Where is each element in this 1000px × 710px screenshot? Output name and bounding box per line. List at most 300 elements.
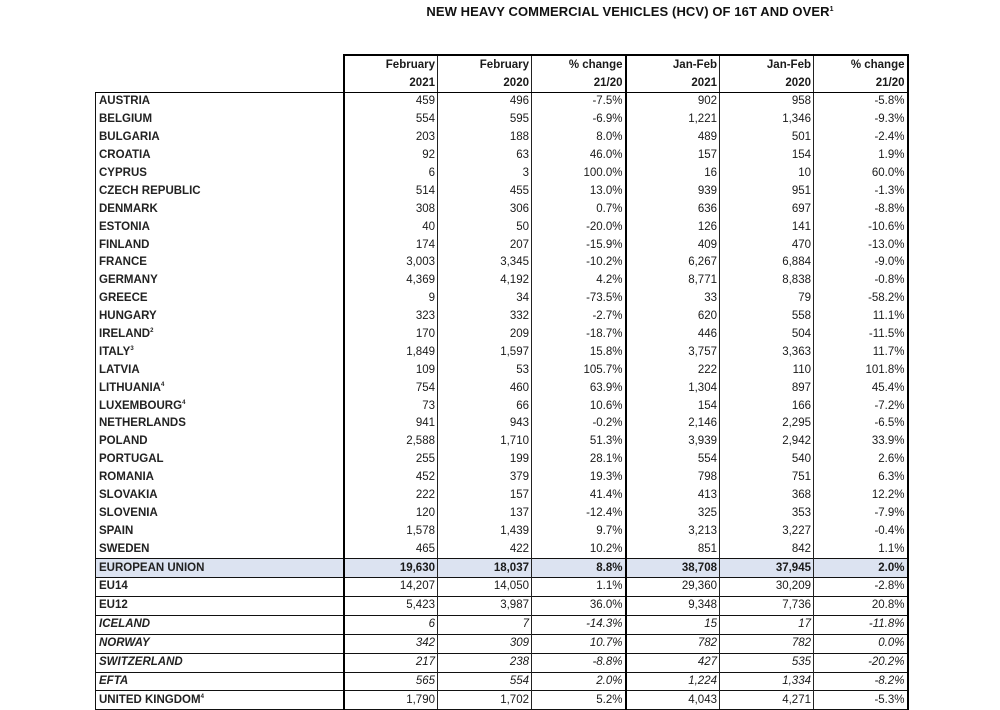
value-pct-change-ytd: -5.3% — [814, 691, 908, 710]
value-feb-2021: 565 — [344, 672, 438, 691]
value-janfeb-2020: 2,942 — [720, 433, 814, 451]
value-feb-2021: 120 — [344, 504, 438, 522]
value-feb-2021: 3,003 — [344, 254, 438, 272]
row-label — [96, 93, 344, 111]
value-janfeb-2020: 751 — [720, 469, 814, 487]
value-janfeb-2021: 427 — [626, 653, 720, 672]
value-pct-change-month: -2.7% — [532, 308, 626, 326]
value-pct-change-month: 8.0% — [532, 129, 626, 147]
value-feb-2021: 459 — [344, 93, 438, 111]
table-row — [96, 634, 908, 653]
table-row — [96, 379, 908, 397]
value-feb-2020: 460 — [438, 379, 532, 397]
table-row — [96, 147, 908, 165]
country-name: CYPRUS — [99, 167, 147, 179]
value-janfeb-2021: 222 — [626, 361, 720, 379]
hcv-registrations-table — [95, 54, 909, 710]
row-label — [96, 165, 344, 183]
row-label — [96, 343, 344, 361]
country-name: AUSTRIA — [99, 95, 151, 108]
table-row — [96, 200, 908, 218]
value-pct-change-ytd: 0.0% — [814, 634, 908, 653]
value-pct-change-month: -18.7% — [532, 326, 626, 344]
value-janfeb-2020: 17 — [720, 615, 814, 634]
value-janfeb-2021: 1,304 — [626, 379, 720, 397]
col-header-janfeb-2021-year: 2021 — [626, 74, 720, 93]
value-janfeb-2020: 368 — [720, 487, 814, 505]
value-janfeb-2021: 4,043 — [626, 691, 720, 710]
value-pct-change-ytd: -58.2% — [814, 290, 908, 308]
value-janfeb-2021: 851 — [626, 540, 720, 558]
table-row — [96, 129, 908, 147]
row-label — [96, 634, 344, 653]
row-label — [96, 596, 344, 615]
value-janfeb-2021: 33 — [626, 290, 720, 308]
value-pct-change-ytd: 33.9% — [814, 433, 908, 451]
country-name: ICELAND — [99, 618, 151, 631]
value-feb-2021: 452 — [344, 469, 438, 487]
value-janfeb-2021: 6,267 — [626, 254, 720, 272]
value-janfeb-2021: 126 — [626, 218, 720, 236]
country-name: ESTONIA — [99, 220, 150, 233]
value-janfeb-2020: 166 — [720, 397, 814, 415]
table-row — [96, 272, 908, 290]
value-feb-2020: 4,192 — [438, 272, 532, 290]
row-label — [96, 451, 344, 469]
value-feb-2020: 1,702 — [438, 691, 532, 710]
value-pct-change-month: 9.7% — [532, 522, 626, 540]
header-blank — [96, 55, 344, 74]
col-header-pct-ytd: % change — [814, 55, 908, 74]
footnote-marker: 4 — [182, 399, 186, 406]
value-feb-2020: 379 — [438, 469, 532, 487]
table-row — [96, 433, 908, 451]
value-feb-2021: 1,578 — [344, 522, 438, 540]
table-row — [96, 343, 908, 361]
value-pct-change-ytd: 12.2% — [814, 487, 908, 505]
value-pct-change-month: 63.9% — [532, 379, 626, 397]
value-feb-2021: 9 — [344, 290, 438, 308]
row-label — [96, 361, 344, 379]
row-label — [96, 326, 344, 344]
value-feb-2020: 137 — [438, 504, 532, 522]
value-feb-2021: 255 — [344, 451, 438, 469]
value-pct-change-month: 0.7% — [532, 200, 626, 218]
table-row — [96, 615, 908, 634]
value-janfeb-2021: 489 — [626, 129, 720, 147]
value-pct-change-month: -6.9% — [532, 111, 626, 129]
value-pct-change-ytd: 20.8% — [814, 596, 908, 615]
value-janfeb-2021: 16 — [626, 165, 720, 183]
value-janfeb-2021: 636 — [626, 200, 720, 218]
value-janfeb-2021: 3,757 — [626, 343, 720, 361]
country-name: EU14 — [99, 580, 128, 593]
value-pct-change-month: 100.0% — [532, 165, 626, 183]
value-feb-2020: 18,037 — [438, 559, 532, 578]
footnote-marker: 4 — [200, 693, 204, 700]
value-pct-change-ytd: -11.5% — [814, 326, 908, 344]
row-label — [96, 615, 344, 634]
value-pct-change-month: 10.6% — [532, 397, 626, 415]
value-feb-2020: 209 — [438, 326, 532, 344]
value-feb-2020: 1,439 — [438, 522, 532, 540]
value-feb-2021: 308 — [344, 200, 438, 218]
value-janfeb-2020: 37,945 — [720, 559, 814, 578]
title-text: NEW HEAVY COMMERCIAL VEHICLES (HCV) OF 16T AND OVER — [426, 4, 830, 19]
value-pct-change-month: -8.8% — [532, 653, 626, 672]
value-janfeb-2021: 157 — [626, 147, 720, 165]
value-feb-2021: 465 — [344, 540, 438, 558]
table-row — [96, 415, 908, 433]
value-pct-change-month: -0.2% — [532, 415, 626, 433]
country-name: CROATIA — [99, 149, 151, 162]
value-pct-change-month: 5.2% — [532, 691, 626, 710]
value-feb-2020: 496 — [438, 93, 532, 111]
value-feb-2021: 5,423 — [344, 596, 438, 615]
value-janfeb-2021: 325 — [626, 504, 720, 522]
header-blank — [96, 74, 344, 93]
country-name: SWITZERLAND — [99, 656, 183, 669]
value-janfeb-2020: 141 — [720, 218, 814, 236]
value-feb-2021: 2,588 — [344, 433, 438, 451]
value-pct-change-ytd: -13.0% — [814, 236, 908, 254]
value-feb-2020: 3,987 — [438, 596, 532, 615]
value-pct-change-month: 19.3% — [532, 469, 626, 487]
table-row — [96, 691, 908, 710]
value-pct-change-ytd: 101.8% — [814, 361, 908, 379]
value-janfeb-2020: 10 — [720, 165, 814, 183]
value-pct-change-ytd: 1.9% — [814, 147, 908, 165]
value-janfeb-2020: 8,838 — [720, 272, 814, 290]
row-label — [96, 540, 344, 558]
value-pct-change-ytd: 1.1% — [814, 540, 908, 558]
row-label — [96, 653, 344, 672]
country-name: CZECH REPUBLIC — [99, 184, 201, 197]
row-label — [96, 236, 344, 254]
value-feb-2020: 1,597 — [438, 343, 532, 361]
value-janfeb-2020: 782 — [720, 634, 814, 653]
value-feb-2021: 109 — [344, 361, 438, 379]
table-row — [96, 254, 908, 272]
header-row-2 — [96, 74, 908, 93]
table-row — [96, 451, 908, 469]
col-header-feb-2020: February — [438, 55, 532, 74]
value-pct-change-month: 105.7% — [532, 361, 626, 379]
row-label — [96, 129, 344, 147]
value-janfeb-2021: 2,146 — [626, 415, 720, 433]
value-pct-change-month: -12.4% — [532, 504, 626, 522]
value-feb-2021: 1,790 — [344, 691, 438, 710]
value-janfeb-2020: 842 — [720, 540, 814, 558]
country-name: EU12 — [99, 599, 128, 612]
row-label — [96, 469, 344, 487]
row-label — [96, 559, 344, 578]
value-pct-change-ytd: 6.3% — [814, 469, 908, 487]
value-feb-2020: 63 — [438, 147, 532, 165]
value-feb-2021: 19,630 — [344, 559, 438, 578]
value-feb-2020: 199 — [438, 451, 532, 469]
country-name: NETHERLANDS — [99, 417, 186, 430]
value-janfeb-2020: 353 — [720, 504, 814, 522]
value-janfeb-2020: 558 — [720, 308, 814, 326]
value-janfeb-2020: 30,209 — [720, 578, 814, 597]
value-feb-2021: 6 — [344, 165, 438, 183]
value-janfeb-2021: 15 — [626, 615, 720, 634]
value-janfeb-2020: 110 — [720, 361, 814, 379]
table-row — [96, 236, 908, 254]
country-name: GREECE — [99, 292, 148, 305]
country-name: SLOVENIA — [99, 506, 158, 519]
col-header-janfeb-2021: Jan-Feb — [626, 55, 720, 74]
table-row — [96, 469, 908, 487]
value-janfeb-2020: 3,227 — [720, 522, 814, 540]
value-pct-change-ytd: -1.3% — [814, 182, 908, 200]
table-row — [96, 653, 908, 672]
value-feb-2021: 6 — [344, 615, 438, 634]
value-feb-2020: 595 — [438, 111, 532, 129]
country-name: IRELAND — [99, 328, 151, 341]
value-pct-change-ytd: -8.8% — [814, 200, 908, 218]
row-label — [96, 182, 344, 200]
value-feb-2021: 203 — [344, 129, 438, 147]
value-feb-2021: 40 — [344, 218, 438, 236]
country-name: POLAND — [99, 435, 148, 448]
value-janfeb-2020: 1,346 — [720, 111, 814, 129]
row-label — [96, 111, 344, 129]
value-janfeb-2020: 958 — [720, 93, 814, 111]
country-name: BELGIUM — [99, 113, 153, 126]
value-janfeb-2020: 470 — [720, 236, 814, 254]
col-header-pct-month-period: 21/20 — [532, 74, 626, 93]
value-feb-2021: 14,207 — [344, 578, 438, 597]
country-name: LUXEMBOURG — [99, 399, 183, 412]
value-feb-2020: 53 — [438, 361, 532, 379]
table-row — [96, 308, 908, 326]
table-row — [96, 93, 908, 111]
value-pct-change-ytd: -2.8% — [814, 578, 908, 597]
row-label — [96, 147, 344, 165]
table-row — [96, 522, 908, 540]
value-janfeb-2021: 38,708 — [626, 559, 720, 578]
value-feb-2020: 309 — [438, 634, 532, 653]
value-janfeb-2020: 540 — [720, 451, 814, 469]
header-row-1 — [96, 55, 908, 74]
value-pct-change-month: 4.2% — [532, 272, 626, 290]
value-pct-change-month: -14.3% — [532, 615, 626, 634]
row-label — [96, 578, 344, 597]
value-pct-change-month: 10.2% — [532, 540, 626, 558]
country-name: SWEDEN — [99, 542, 150, 555]
row-label — [96, 272, 344, 290]
table-row — [96, 361, 908, 379]
row-label — [96, 290, 344, 308]
col-header-janfeb-2020-year: 2020 — [720, 74, 814, 93]
value-feb-2021: 73 — [344, 397, 438, 415]
value-pct-change-ytd: -20.2% — [814, 653, 908, 672]
value-feb-2021: 222 — [344, 487, 438, 505]
country-name: LATVIA — [99, 363, 140, 376]
value-pct-change-ytd: 11.1% — [814, 308, 908, 326]
value-janfeb-2020: 154 — [720, 147, 814, 165]
country-name: PORTUGAL — [99, 453, 164, 466]
value-pct-change-ytd: -6.5% — [814, 415, 908, 433]
row-label — [96, 433, 344, 451]
col-header-pct-ytd-period: 21/20 — [814, 74, 908, 93]
country-name: FRANCE — [99, 256, 147, 269]
value-janfeb-2021: 798 — [626, 469, 720, 487]
country-name: DENMARK — [99, 202, 158, 215]
country-name: BULGARIA — [99, 131, 160, 144]
value-janfeb-2021: 446 — [626, 326, 720, 344]
value-janfeb-2021: 939 — [626, 182, 720, 200]
value-janfeb-2020: 951 — [720, 182, 814, 200]
footnote-marker: 4 — [160, 381, 165, 388]
value-janfeb-2021: 29,360 — [626, 578, 720, 597]
value-feb-2021: 170 — [344, 326, 438, 344]
value-janfeb-2021: 1,221 — [626, 111, 720, 129]
value-janfeb-2021: 3,939 — [626, 433, 720, 451]
value-janfeb-2020: 79 — [720, 290, 814, 308]
value-feb-2020: 332 — [438, 308, 532, 326]
page-title — [340, 4, 920, 19]
value-feb-2021: 4,369 — [344, 272, 438, 290]
value-janfeb-2021: 902 — [626, 93, 720, 111]
value-pct-change-month: -73.5% — [532, 290, 626, 308]
col-header-feb-2021-year: 2021 — [344, 74, 438, 93]
value-pct-change-month: 36.0% — [532, 596, 626, 615]
value-feb-2021: 514 — [344, 182, 438, 200]
value-janfeb-2020: 4,271 — [720, 691, 814, 710]
row-label — [96, 308, 344, 326]
table-row — [96, 111, 908, 129]
table-row — [96, 487, 908, 505]
row-label — [96, 379, 344, 397]
footnote-marker: 2 — [150, 328, 154, 335]
value-feb-2021: 342 — [344, 634, 438, 653]
value-pct-change-month: -7.5% — [532, 93, 626, 111]
value-pct-change-ytd: -0.8% — [814, 272, 908, 290]
table-row — [96, 504, 908, 522]
value-janfeb-2020: 697 — [720, 200, 814, 218]
value-feb-2021: 92 — [344, 147, 438, 165]
country-name: FINLAND — [99, 238, 150, 251]
country-name: SLOVAKIA — [99, 489, 158, 502]
value-janfeb-2020: 7,736 — [720, 596, 814, 615]
table-row — [96, 326, 908, 344]
row-label — [96, 672, 344, 691]
value-janfeb-2020: 1,334 — [720, 672, 814, 691]
value-feb-2020: 14,050 — [438, 578, 532, 597]
value-pct-change-month: -15.9% — [532, 236, 626, 254]
value-pct-change-month: 13.0% — [532, 182, 626, 200]
value-pct-change-ytd: -9.0% — [814, 254, 908, 272]
value-feb-2020: 3,345 — [438, 254, 532, 272]
value-janfeb-2021: 554 — [626, 451, 720, 469]
value-pct-change-month: 51.3% — [532, 433, 626, 451]
value-feb-2020: 306 — [438, 200, 532, 218]
value-pct-change-ytd: 2.0% — [814, 559, 908, 578]
value-feb-2021: 174 — [344, 236, 438, 254]
value-janfeb-2021: 409 — [626, 236, 720, 254]
table-row — [96, 397, 908, 415]
table-body — [96, 93, 908, 710]
value-pct-change-ytd: -9.3% — [814, 111, 908, 129]
value-feb-2020: 7 — [438, 615, 532, 634]
value-janfeb-2021: 620 — [626, 308, 720, 326]
value-pct-change-month: 46.0% — [532, 147, 626, 165]
row-label — [96, 397, 344, 415]
col-header-feb-2021: February — [344, 55, 438, 74]
footnote-marker: 3 — [130, 345, 134, 352]
country-name: NORWAY — [99, 637, 150, 650]
value-feb-2020: 66 — [438, 397, 532, 415]
value-janfeb-2021: 413 — [626, 487, 720, 505]
value-feb-2021: 754 — [344, 379, 438, 397]
value-pct-change-ytd: -10.6% — [814, 218, 908, 236]
value-feb-2020: 207 — [438, 236, 532, 254]
table-row — [96, 182, 908, 200]
country-name: HUNGARY — [99, 310, 157, 323]
value-feb-2021: 323 — [344, 308, 438, 326]
country-name: EUROPEAN UNION — [99, 561, 205, 574]
value-janfeb-2020: 535 — [720, 653, 814, 672]
value-pct-change-ytd: -2.4% — [814, 129, 908, 147]
row-label — [96, 200, 344, 218]
value-feb-2020: 3 — [438, 165, 532, 183]
table-row — [96, 578, 908, 597]
value-janfeb-2020: 501 — [720, 129, 814, 147]
table-row — [96, 559, 908, 578]
value-pct-change-ytd: -7.2% — [814, 397, 908, 415]
country-name: LITHUANIA — [99, 381, 161, 394]
value-pct-change-ytd: 45.4% — [814, 379, 908, 397]
value-feb-2020: 422 — [438, 540, 532, 558]
value-feb-2021: 941 — [344, 415, 438, 433]
value-pct-change-month: 10.7% — [532, 634, 626, 653]
value-janfeb-2020: 897 — [720, 379, 814, 397]
value-janfeb-2021: 3,213 — [626, 522, 720, 540]
value-feb-2020: 943 — [438, 415, 532, 433]
value-feb-2020: 554 — [438, 672, 532, 691]
table-row — [96, 540, 908, 558]
value-janfeb-2020: 6,884 — [720, 254, 814, 272]
value-pct-change-ytd: 2.6% — [814, 451, 908, 469]
row-label — [96, 504, 344, 522]
table-row — [96, 672, 908, 691]
value-pct-change-month: -20.0% — [532, 218, 626, 236]
row-label — [96, 522, 344, 540]
row-label — [96, 691, 344, 710]
value-pct-change-month: -10.2% — [532, 254, 626, 272]
row-label — [96, 487, 344, 505]
country-name: ITALY — [99, 345, 131, 358]
value-pct-change-ytd: -5.8% — [814, 93, 908, 111]
value-feb-2020: 238 — [438, 653, 532, 672]
col-header-feb-2020-year: 2020 — [438, 74, 532, 93]
value-pct-change-month: 41.4% — [532, 487, 626, 505]
col-header-pct-month: % change — [532, 55, 626, 74]
value-pct-change-ytd: 11.7% — [814, 343, 908, 361]
value-pct-change-month: 2.0% — [532, 672, 626, 691]
country-name: SPAIN — [99, 524, 134, 537]
value-pct-change-month: 28.1% — [532, 451, 626, 469]
country-name: ROMANIA — [99, 471, 154, 484]
value-pct-change-ytd: -7.9% — [814, 504, 908, 522]
country-name: UNITED KINGDOM — [99, 693, 201, 706]
row-label — [96, 218, 344, 236]
country-name: GERMANY — [99, 274, 158, 287]
value-pct-change-ytd: -8.2% — [814, 672, 908, 691]
